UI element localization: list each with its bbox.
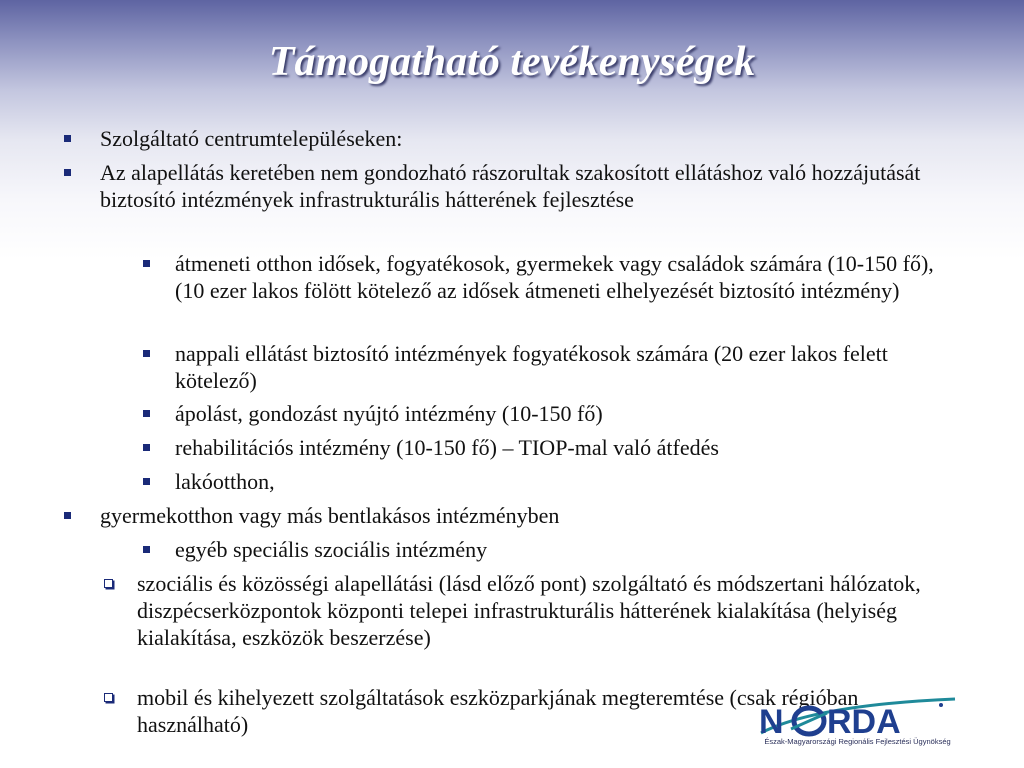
square-bullet-icon bbox=[143, 410, 150, 417]
list-item-text: ápolást, gondozást nyújtó intézmény (10-150 fő) bbox=[175, 401, 603, 426]
hollow-list-item bbox=[137, 570, 937, 651]
list-item bbox=[100, 125, 980, 152]
list-item-text: mobil és kihelyezett szolgáltatások eszközparkjának megteremtése (csak régióban használható) bbox=[137, 685, 859, 737]
list-item-text: Szolgáltató centrumtelepüléseken: bbox=[100, 126, 403, 151]
square-bullet-icon bbox=[143, 260, 150, 267]
slide-title: Támogatható tevékenységek bbox=[268, 39, 756, 85]
list-item-text: átmeneti otthon idősek, fogyatékosok, gyermekek vagy családok számára (10-150 fő),(10 ezer lakos fölött kötelező az idősek átmeneti elhelyezését biztosító intézmény) bbox=[175, 251, 934, 303]
sub-list-item bbox=[175, 434, 935, 461]
hollow-square-bullet-icon bbox=[104, 579, 113, 588]
svg-text:RDA: RDA bbox=[827, 703, 901, 737]
sub-list-item bbox=[175, 250, 935, 304]
list-item-text: nappali ellátást biztosító intézmények fogyatékosok számára (20 ezer lakos felett kötelező) bbox=[175, 341, 888, 393]
square-bullet-icon bbox=[143, 478, 150, 485]
square-bullet-icon bbox=[64, 135, 71, 142]
norda-logo bbox=[755, 693, 960, 753]
hollow-square-bullet-icon bbox=[104, 693, 113, 702]
svg-text:N: N bbox=[759, 703, 784, 737]
square-bullet-icon bbox=[143, 350, 150, 357]
list-item-text: szociális és közösségi alapellátási (lásd előző pont) szolgáltató és módszertani hálózatok, diszpécserközpontok központi telepei infrastrukturális hátterének kialakítása (helyiség kialakítása, eszközök beszerzése) bbox=[137, 571, 921, 650]
sub-list-item bbox=[175, 468, 935, 495]
logo-caption: Észak-Magyarországi Regionális Fejlesztési Ügynökség bbox=[764, 737, 951, 746]
list-item-text: lakóotthon, bbox=[175, 469, 275, 494]
list-item bbox=[100, 159, 980, 213]
list-item-text: Az alapellátás keretében nem gondozható rászorultak szakosított ellátáshoz való hozzájutását biztosító intézmények infrastrukturális hátterének fejlesztése bbox=[100, 160, 921, 212]
list-item-text: gyermekotthon vagy más bentlakásos intézményben bbox=[100, 503, 560, 528]
square-bullet-icon bbox=[64, 512, 71, 519]
square-bullet-icon bbox=[143, 444, 150, 451]
list-item-text: rehabilitációs intézmény (10-150 fő) – TIOP-mal való átfedés bbox=[175, 435, 719, 460]
square-bullet-icon bbox=[143, 546, 150, 553]
norda-logo-mark-icon bbox=[755, 693, 960, 737]
sub-list-item bbox=[175, 340, 935, 394]
sub-list-item bbox=[175, 536, 935, 563]
square-bullet-icon bbox=[64, 169, 71, 176]
list-item bbox=[100, 502, 980, 529]
list-item-text: egyéb speciális szociális intézmény bbox=[175, 537, 488, 562]
sub-list-item bbox=[175, 400, 935, 427]
